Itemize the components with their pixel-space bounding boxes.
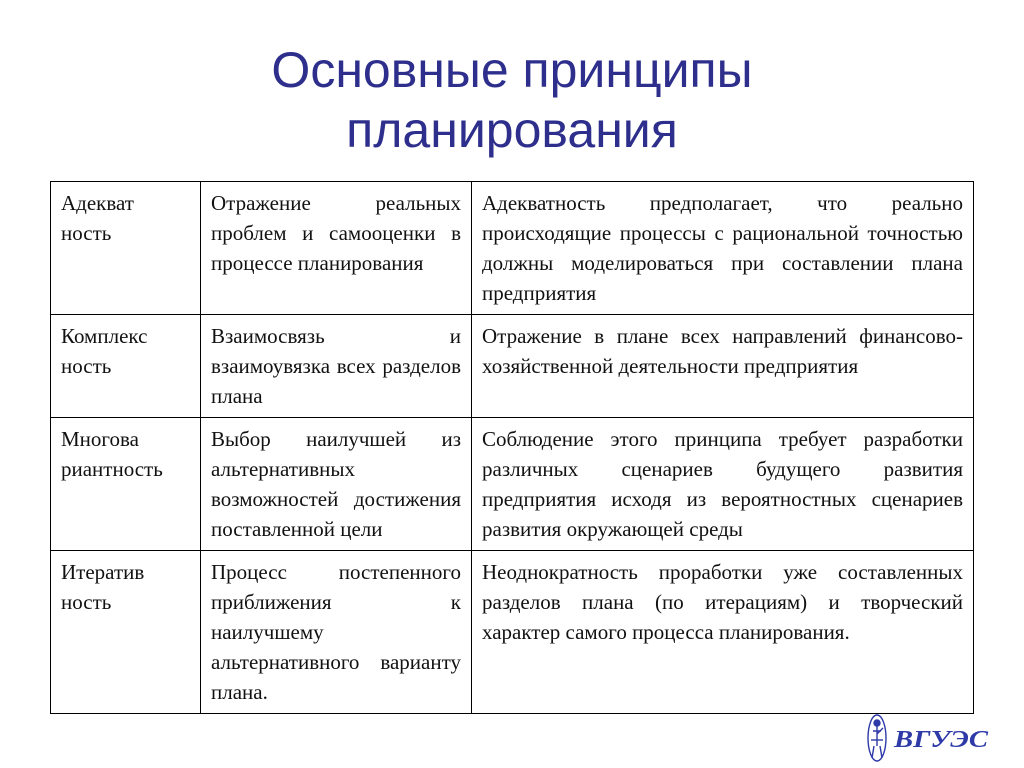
principle-description-cell: Неоднократность проработки уже составленных разделов плана (по итерациям) и творческий характер самого процесса планирования. <box>472 551 974 714</box>
table-row <box>51 551 974 714</box>
principle-name-cell <box>51 182 201 315</box>
principle-name-part-2: ность <box>61 354 112 378</box>
principle-name-part-2: ность <box>61 221 112 245</box>
slide-title <box>0 40 1024 160</box>
principle-essence-cell: Взаимосвязь и взаимоувязка всех разделов плана <box>201 315 472 418</box>
table-row <box>51 182 974 315</box>
principle-name-part-1: Итератив <box>61 560 145 584</box>
principle-name-part-2: ность <box>61 590 112 614</box>
table-row <box>51 315 974 418</box>
principle-name-cell <box>51 551 201 714</box>
table-row <box>51 418 974 551</box>
principle-description-cell: Отражение в плане всех направлений финансово-хозяйственной деятельности предприятия <box>472 315 974 418</box>
principle-essence-cell: Процесс постепенного приближения к наилучшему альтернативного варианту плана. <box>201 551 472 714</box>
principle-name-part-1: Многова <box>61 427 139 451</box>
principle-description-cell: Соблюдение этого принципа требует разработки различных сценариев будущего развития предприятия исходя из вероятностных сценариев развития окружающей среды <box>472 418 974 551</box>
principles-table <box>50 181 974 714</box>
slide-title-line-2: планирования <box>346 102 678 158</box>
principle-name-part-2: риантность <box>61 457 163 481</box>
slide-title-line-1: Основные принципы <box>271 42 753 98</box>
principle-name-part-1: Адекват <box>61 191 134 215</box>
principle-name-cell <box>51 315 201 418</box>
principle-essence-cell: Отражение реальных проблем и самооценки в процессе планирования <box>201 182 472 315</box>
principle-essence-cell: Выбор наилучшей из альтернативных возможностей достижения поставленной цели <box>201 418 472 551</box>
logo-text: ВГУЭС <box>892 727 990 753</box>
principle-name-part-1: Комплекс <box>61 324 148 348</box>
principle-description-cell: Адекватность предполагает, что реально происходящие процессы с рациональной точностью должны моделироваться при составлении плана предприятия <box>472 182 974 315</box>
principle-name-cell <box>51 418 201 551</box>
statue-emblem-icon <box>868 715 886 761</box>
university-logo <box>864 712 994 764</box>
